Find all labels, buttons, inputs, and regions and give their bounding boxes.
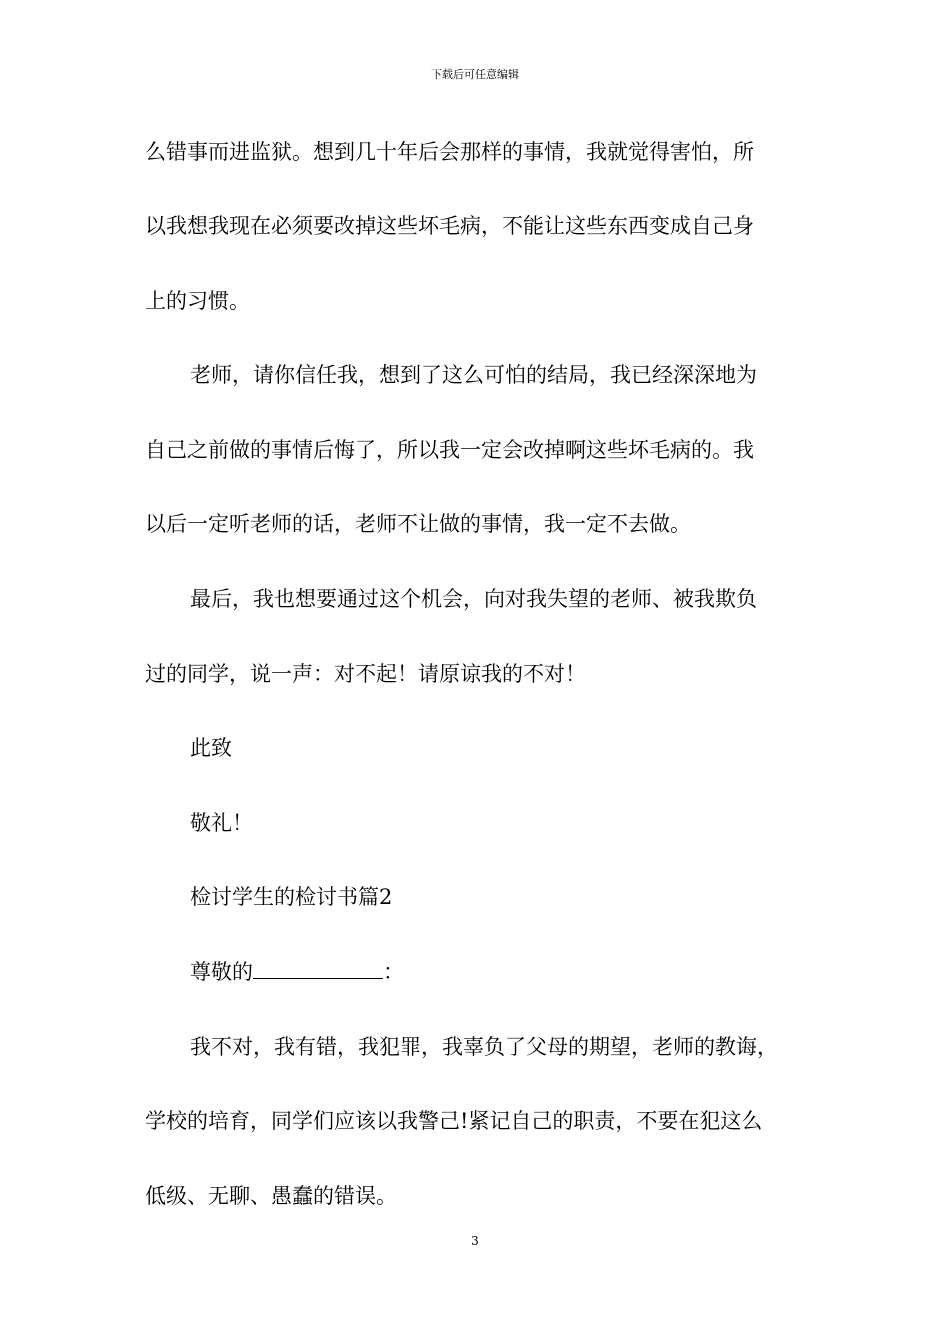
body-line: 我不对，我有错，我犯罪，我辜负了父母的期望，老师的教诲， <box>190 1035 778 1059</box>
body-line: 低级、无聊、愚蠢的错误。 <box>145 1184 397 1208</box>
body-line: 学校的培育，同学们应该以我警己!紧记自己的职责，不要在犯这么 <box>145 1109 763 1133</box>
section-title: 检讨学生的检讨书篇2 <box>190 885 393 909</box>
closing-line: 敬礼！ <box>190 811 253 835</box>
body-line: 以我想我现在必须要改掉这些坏毛病，不能让这些东西变成自己身 <box>145 214 754 238</box>
body-line: 上的习惯。 <box>145 289 250 313</box>
page-number: 3 <box>471 1234 479 1248</box>
page-header: 下载后可任意编辑 <box>431 68 519 81</box>
body-line: 最后，我也想要通过这个机会，向对我失望的老师、被我欺负 <box>190 587 757 611</box>
body-line: 以后一定听老师的话，老师不让做的事情，我一定不去做。 <box>145 512 691 536</box>
body-line: 自己之前做的事情后悔了，所以我一定会改掉啊这些坏毛病的。我 <box>145 438 754 462</box>
salutation-suffix: ： <box>383 960 404 984</box>
salutation-prefix: 尊敬的 <box>190 960 253 984</box>
body-line: 老师，请你信任我，想到了这么可怕的结局，我已经深深地为 <box>190 363 757 387</box>
salutation-line <box>190 959 404 985</box>
body-line: 过的同学，说一声：对不起！请原谅我的不对！ <box>145 662 586 686</box>
blank-underline <box>253 960 383 979</box>
body-line: 么错事而进监狱。想到几十年后会那样的事情，我就觉得害怕，所 <box>145 140 754 164</box>
closing-line: 此致 <box>190 736 232 760</box>
